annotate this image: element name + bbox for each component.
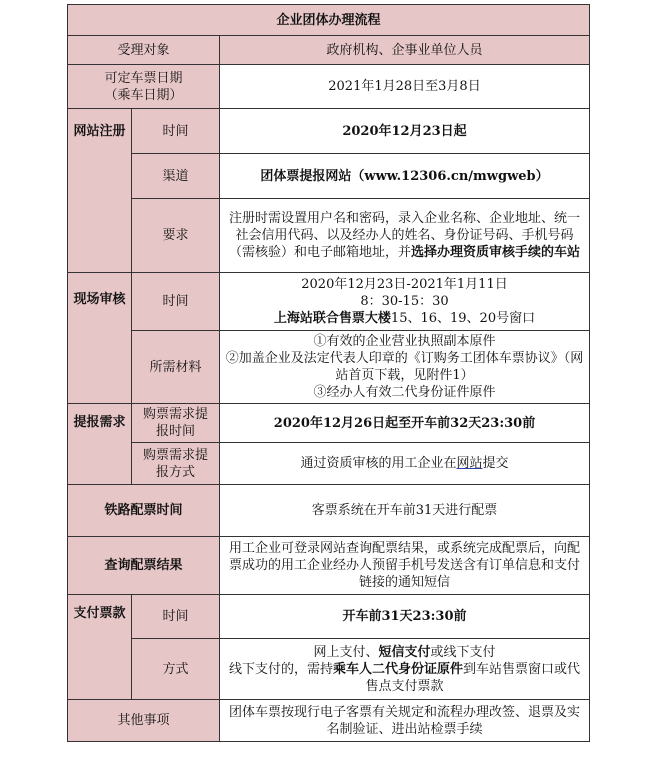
website-link[interactable]: 网站 bbox=[456, 456, 483, 471]
material-item-2: ②加盖企业及法定代表人印章的《订购务工团体车票协议》（网站首页下载，见附件1） bbox=[225, 351, 584, 383]
demand-method-label-line2: 报方式 bbox=[155, 464, 195, 480]
query-result-value: 用工企业可登录网站查询配票结果，或系统完成配票后，向配票成功的用工企业经办人预留手机号发送含有订单信息和支付链接的通知短信 bbox=[220, 537, 590, 595]
material-item-1: ①有效的企业营业执照副本原件 bbox=[313, 334, 496, 349]
payment-line2-b: 到车站售票窗口或代售点支付票款 bbox=[365, 661, 581, 694]
website-time-value: 2020年12月23日起 bbox=[342, 123, 467, 139]
website-time-label: 时间 bbox=[132, 109, 220, 154]
onsite-time-line1: 2020年12月23日-2021年1月11日 bbox=[301, 277, 508, 292]
other-matters-value: 团体车票按现行电子客票有关规定和流程办理改签、退票及实名制验证、进出站检票手续 bbox=[220, 700, 590, 742]
railway-allocation-label: 铁路配票时间 bbox=[68, 485, 220, 537]
payment-line1-a: 网上支付、 bbox=[313, 644, 379, 660]
onsite-location: 上海站联合售票大楼 bbox=[273, 311, 391, 326]
website-registration-section: 网站注册 bbox=[68, 109, 132, 273]
demand-time-label-line2: 报时间 bbox=[155, 424, 195, 439]
ticket-dates-label-line1: 可定车票日期 bbox=[104, 70, 183, 86]
demand-method-label-line1: 购票需求提 bbox=[142, 447, 208, 463]
website-channel-value: 团体票提报网站（www.12306.cn/mwgweb） bbox=[260, 168, 549, 184]
demand-method-value bbox=[220, 443, 590, 485]
material-item-3: ③经办人有效二代身份证件原件 bbox=[313, 385, 496, 400]
demand-method-text-after: 提交 bbox=[482, 456, 509, 471]
payment-method-line2 bbox=[224, 661, 585, 695]
query-result-label: 查询配票结果 bbox=[68, 537, 220, 595]
payment-method-line1 bbox=[224, 644, 585, 661]
onsite-review-section: 现场审核 bbox=[68, 273, 132, 404]
payment-time-label: 时间 bbox=[132, 595, 220, 639]
requirement-text: 注册时需设置用户名和密码，录入企业名称、企业地址、统一社会信用代码、以及经办人的姓名、身份证号码、手机号码（需核验）和电子邮箱地址，并 bbox=[228, 211, 580, 260]
payment-section: 支付票款 bbox=[68, 595, 132, 700]
website-requirement-value bbox=[220, 199, 590, 273]
requirement-text-bold: 选择办理资质审核手续的车站 bbox=[411, 245, 581, 260]
demand-submission-section: 提报需求 bbox=[68, 404, 132, 485]
onsite-windows: 15、16、19、20号窗口 bbox=[390, 311, 536, 326]
table-title: 企业团体办理流程 bbox=[68, 5, 590, 36]
payment-line2-a: 线下支付的，需持 bbox=[228, 661, 333, 677]
demand-method-text-before: 通过资质审核的用工企业在 bbox=[300, 456, 457, 471]
onsite-materials-label: 所需材料 bbox=[132, 331, 220, 404]
website-requirement-label: 要求 bbox=[132, 199, 220, 273]
payment-method-label: 方式 bbox=[132, 639, 220, 700]
onsite-time-line3 bbox=[224, 310, 585, 327]
ticket-dates-value: 2021年1月28日至3月8日 bbox=[220, 65, 590, 109]
demand-time-value: 2020年12月26日起至开车前32天23:30前 bbox=[273, 415, 536, 431]
other-matters-label: 其他事项 bbox=[68, 700, 220, 742]
railway-allocation-value: 客票系统在开车前31天进行配票 bbox=[220, 485, 590, 537]
demand-method-label bbox=[132, 443, 220, 485]
onsite-time-label: 时间 bbox=[132, 273, 220, 331]
onsite-materials-value bbox=[220, 331, 590, 404]
website-channel-label: 渠道 bbox=[132, 154, 220, 199]
accept-target-label: 受理对象 bbox=[68, 36, 220, 65]
payment-line1-b: 或线下支付 bbox=[430, 644, 496, 660]
accept-target-value: 政府机构、企事业单位人员 bbox=[220, 36, 590, 65]
onsite-time-value bbox=[220, 273, 590, 331]
demand-time-cell bbox=[220, 404, 590, 443]
payment-method-value bbox=[220, 639, 590, 700]
onsite-time-line2: 8：30-15：30 bbox=[360, 294, 449, 309]
website-time-cell bbox=[220, 109, 590, 154]
website-channel-cell bbox=[220, 154, 590, 199]
demand-time-label-line1: 购票需求提 bbox=[142, 407, 208, 422]
id-card-original: 乘车人二代身份证原件 bbox=[332, 661, 463, 677]
demand-time-label bbox=[132, 404, 220, 443]
process-table bbox=[67, 4, 590, 742]
payment-time-cell bbox=[220, 595, 590, 639]
ticket-dates-label bbox=[68, 65, 220, 109]
sms-payment: 短信支付 bbox=[378, 644, 431, 660]
ticket-dates-label-line2: （乘车日期） bbox=[104, 87, 183, 103]
payment-time-value: 开车前31天23:30前 bbox=[342, 609, 467, 624]
